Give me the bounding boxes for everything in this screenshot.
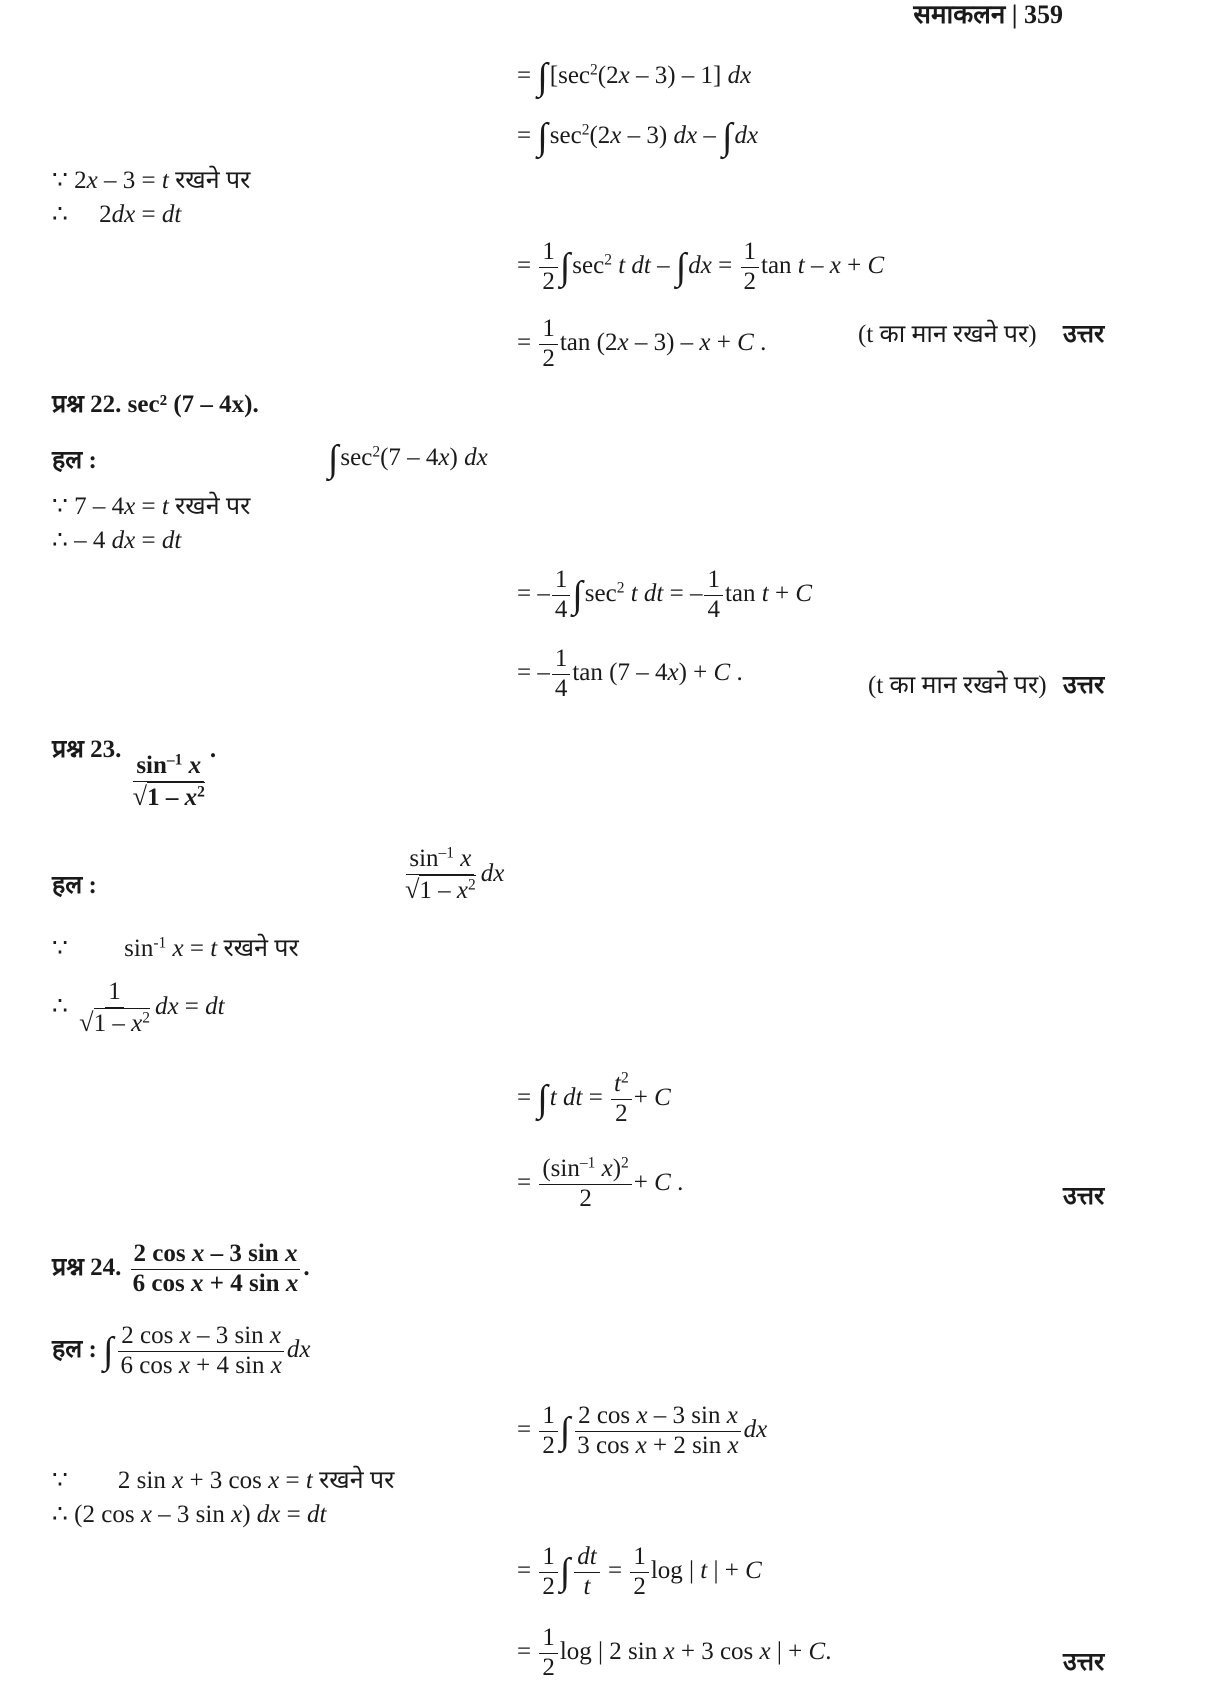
answer-label: उत्तर (1063, 321, 1105, 348)
q22-step-1: = – $\frac{1}{4}$ $\int\sec^2$ t dt = – $\frac{1}{4}$ tan t + C (517, 566, 813, 623)
solution-label: हल : (52, 447, 97, 474)
answer-label: उत्तर (1063, 1649, 1105, 1676)
q24-step-3: = $\frac{1}{2}$ log | 2 sin x + 3 cos x | + C. (517, 1624, 832, 1681)
q21-sub-1: ∵ 2x – 3 = t रखने पर (52, 167, 251, 194)
q24-sub-1: ∵ 2 sin x + 3 cos x = t रखने पर (52, 1467, 395, 1494)
q21-note: (t का मान रखने पर) (858, 321, 1037, 348)
page-number: 359 (1024, 0, 1063, 29)
q22-note: (t का मान रखने पर) (868, 672, 1047, 699)
q23-sub-1: ∵ $\sin^{-1} x = t$ रखने पर (52, 934, 299, 962)
question-23: प्रश्न 23. $\frac{\sin^{-1} x}{√1 - x^2}$ . (52, 736, 217, 811)
q24-step-1: = $\frac{1}{2}$ ∫ $\frac{\text{2 cos x – 3 sin x}}{\text{3 cos x + 2 sin x}}$ dx (517, 1402, 768, 1459)
question-22: प्रश्न 22. sec² (7 – 4x). (52, 391, 259, 418)
chapter-title: समाकलन (913, 0, 1006, 29)
q23-step-2: = $\frac{(\sin^{-1} x)^2}{2}$ + C . (517, 1154, 684, 1212)
answer-label: उत्तर (1063, 1183, 1105, 1210)
answer-label: उत्तर (1063, 672, 1105, 699)
q21-step-3: = $\frac{1}{2}$ $\int\sec^2$ t dt – ∫dx = $\frac{1}{2}$ tan t – x + C (517, 238, 885, 295)
q24-step-2: = $\frac{1}{2}$ ∫ $\frac{dt}{t}$ = $\frac{1}{2}$ log | t | + C (517, 1543, 762, 1600)
q21-step-1: = $\int[\sec^2(2x - 3) - 1]$ dx (517, 56, 752, 98)
q24-sub-2: ∴ (2 cos x – 3 sin x) dx = dt (52, 1501, 327, 1528)
page-header (913, 2, 1063, 28)
q22-integral: $\int\sec^2(7 - 4x)$ dx (328, 438, 488, 480)
q23-sub-2: ∴ $\frac{1}{√1 - x^2}$ dx = dt (52, 978, 225, 1037)
q22-sub-1: ∵ 7 – 4x = t रखने पर (52, 493, 251, 520)
q22-sub-2: ∴ – 4 dx = dt (52, 527, 182, 554)
header-separator: | (1011, 0, 1018, 29)
q23-integral: $\frac{\sin^{-1} x}{√1 - x^2}$ dx (405, 844, 505, 904)
q24-integral: हल : ∫ $\frac{\text{2 cos x – 3 sin x}}{\text{6 cos x + 4 sin x}}$ dx (52, 1322, 311, 1379)
q21-step-4: = $\frac{1}{2}$ tan (2x – 3) – x + C . (517, 315, 767, 372)
question-24: प्रश्न 24. $\frac{\text{2 cos x – 3 sin x}}{\text{6 cos x + 4 sin x}}$ . (52, 1240, 310, 1297)
q23-step-1: = ∫t dt = $\frac{t^2}{2}$ + C (517, 1069, 671, 1127)
solution-label: हल : (52, 872, 97, 899)
q21-step-2: = $\int\sec^2(2x - 3)$ dx – ∫dx (517, 116, 759, 158)
q21-sub-2: ∴ 2dx = dt (52, 201, 182, 228)
q22-step-2: = – $\frac{1}{4}$ tan (7 – 4x) + C . (517, 645, 743, 702)
